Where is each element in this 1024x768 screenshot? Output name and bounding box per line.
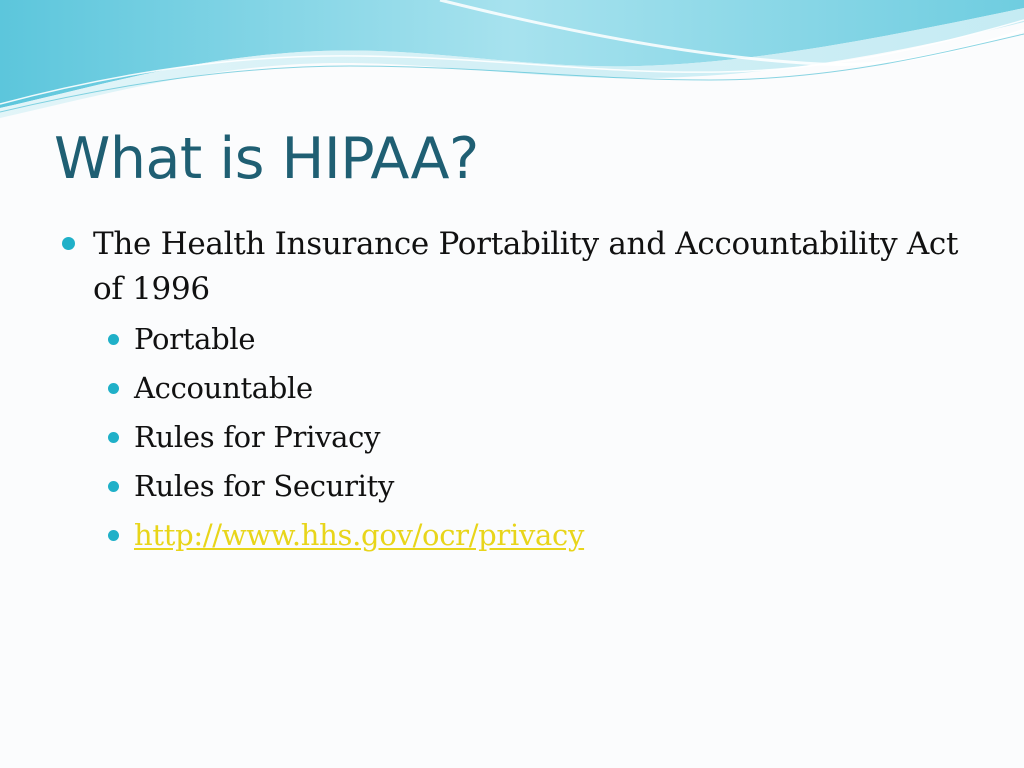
sub-bullet-item bbox=[106, 315, 960, 364]
sub-bullet-item bbox=[106, 413, 960, 462]
bullet-item-main bbox=[60, 222, 960, 312]
hhs-privacy-link[interactable]: http://www.hhs.gov/ocr/privacy bbox=[134, 518, 585, 552]
bullet-dot-icon bbox=[108, 383, 119, 394]
sub-bullet-item bbox=[106, 364, 960, 413]
bullet-dot-icon bbox=[62, 237, 75, 250]
slide-title: What is HIPAA? bbox=[54, 126, 479, 192]
slide-body bbox=[60, 222, 960, 560]
wave-banner-icon bbox=[0, 0, 1024, 130]
sub-bullet-item-link bbox=[106, 511, 960, 560]
sub-bullet-list bbox=[60, 315, 960, 560]
sub-bullet-text: Rules for Security bbox=[134, 469, 395, 503]
sub-bullet-text: Accountable bbox=[134, 371, 313, 405]
bullet-dot-icon bbox=[108, 530, 119, 541]
sub-bullet-item bbox=[106, 462, 960, 511]
sub-bullet-text: Portable bbox=[134, 322, 256, 356]
bullet-dot-icon bbox=[108, 432, 119, 443]
bullet-text-main: The Health Insurance Portability and Accountability Act of 1996 bbox=[93, 226, 959, 307]
bullet-dot-icon bbox=[108, 481, 119, 492]
sub-bullet-text: Rules for Privacy bbox=[134, 420, 381, 454]
bullet-dot-icon bbox=[108, 334, 119, 345]
